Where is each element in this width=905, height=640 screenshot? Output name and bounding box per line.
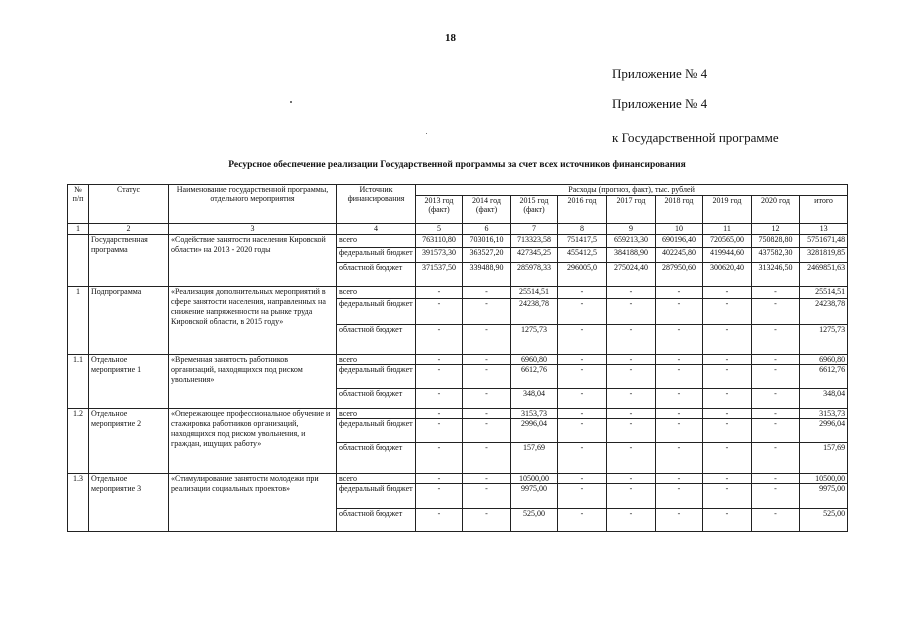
amount-cell: - [703, 474, 752, 484]
group-status: Отдельное мероприятие 3 [89, 474, 169, 532]
amount-cell: - [463, 365, 511, 389]
funding-source: федеральный бюджет [337, 365, 416, 389]
amount-cell: - [558, 389, 607, 409]
header-expenses: Расходы (прогноз, факт), тыс. рублей [416, 185, 848, 196]
header-source: Источник финансирования [337, 185, 416, 224]
amount-cell: - [463, 474, 511, 484]
table-row [68, 409, 848, 419]
amount-cell: - [656, 287, 703, 299]
amount-cell: - [752, 474, 800, 484]
total-cell: 2996,04 [800, 419, 848, 443]
amount-cell: - [703, 419, 752, 443]
amount-cell: - [607, 355, 656, 365]
amount-cell: - [607, 365, 656, 389]
amount-cell: - [752, 287, 800, 299]
total-cell: 25514,51 [800, 287, 848, 299]
amount-cell: - [703, 287, 752, 299]
amount-cell: 285978,33 [511, 263, 558, 287]
amount-cell: - [752, 443, 800, 474]
amount-cell: 3153,73 [511, 409, 558, 419]
amount-cell: - [416, 484, 463, 509]
amount-cell: - [656, 509, 703, 532]
amount-cell: - [656, 355, 703, 365]
amount-cell: - [607, 409, 656, 419]
header-year: 2013 год (факт) [416, 196, 463, 224]
amount-cell: - [463, 409, 511, 419]
amount-cell: 9975,00 [511, 484, 558, 509]
total-cell: 6612,76 [800, 365, 848, 389]
amount-cell: - [463, 287, 511, 299]
group-name: «Опережающее профессиональное обучение и стажировка работников организаций, находящихся под риском увольнения, и граждан, ищущих работу» [169, 409, 337, 474]
scan-speck [426, 133, 427, 134]
amount-cell: - [463, 299, 511, 325]
amount-cell: 1275,73 [511, 325, 558, 355]
appendix-line-1: Приложение № 4 [612, 66, 708, 81]
group-name: «Стимулирование занятости молодежи при реализации социальных проектов» [169, 474, 337, 532]
column-number: 5 [416, 224, 463, 235]
amount-cell: - [463, 419, 511, 443]
group-number: 1.3 [68, 474, 89, 532]
amount-cell: - [463, 443, 511, 474]
total-cell: 3153,73 [800, 409, 848, 419]
amount-cell: - [656, 365, 703, 389]
amount-cell: - [607, 443, 656, 474]
amount-cell: - [416, 299, 463, 325]
amount-cell: - [656, 443, 703, 474]
table-body [68, 235, 848, 532]
amount-cell: - [656, 299, 703, 325]
amount-cell: - [703, 509, 752, 532]
table-row [68, 355, 848, 365]
amount-cell: 287950,60 [656, 263, 703, 287]
header-num: № п/п [68, 185, 89, 224]
amount-cell: - [607, 325, 656, 355]
amount-cell: 10500,00 [511, 474, 558, 484]
amount-cell: 275024,40 [607, 263, 656, 287]
funding-source: всего [337, 409, 416, 419]
amount-cell: 720565,00 [703, 235, 752, 248]
amount-cell: - [752, 509, 800, 532]
amount-cell: 751417,5 [558, 235, 607, 248]
group-number: 1.1 [68, 355, 89, 409]
amount-cell: 419944,60 [703, 248, 752, 263]
amount-cell: - [703, 484, 752, 509]
group-status: Отдельное мероприятие 1 [89, 355, 169, 409]
amount-cell: - [607, 299, 656, 325]
amount-cell: 713323,58 [511, 235, 558, 248]
amount-cell: 296005,0 [558, 263, 607, 287]
amount-cell: - [752, 419, 800, 443]
amount-cell: 371537,50 [416, 263, 463, 287]
amount-cell: 384188,90 [607, 248, 656, 263]
header-year: 2016 год [558, 196, 607, 224]
funding-source: всего [337, 235, 416, 248]
column-number: 12 [752, 224, 800, 235]
appendix-line-3: к Государственной программе [612, 130, 779, 145]
amount-cell: - [607, 509, 656, 532]
total-cell: 2469851,63 [800, 263, 848, 287]
amount-cell: - [416, 509, 463, 532]
amount-cell: - [558, 419, 607, 443]
column-number: 2 [89, 224, 169, 235]
amount-cell: - [416, 325, 463, 355]
amount-cell: - [463, 325, 511, 355]
amount-cell: 455412,5 [558, 248, 607, 263]
amount-cell: - [752, 409, 800, 419]
amount-cell: - [558, 484, 607, 509]
amount-cell: - [558, 509, 607, 532]
amount-cell: 437582,30 [752, 248, 800, 263]
amount-cell: - [416, 419, 463, 443]
total-cell: 157,69 [800, 443, 848, 474]
table-row [68, 287, 848, 299]
amount-cell: 339488,90 [463, 263, 511, 287]
amount-cell: - [558, 299, 607, 325]
amount-cell: - [416, 389, 463, 409]
scan-speck [290, 101, 292, 103]
amount-cell: - [703, 299, 752, 325]
amount-cell: - [607, 419, 656, 443]
amount-cell: 525,00 [511, 509, 558, 532]
total-cell: 5751671,48 [800, 235, 848, 248]
header-total: итого [800, 196, 848, 224]
funding-source: всего [337, 474, 416, 484]
amount-cell: 750828,80 [752, 235, 800, 248]
amount-cell: - [463, 484, 511, 509]
funding-source: областной бюджет [337, 389, 416, 409]
amount-cell: - [607, 389, 656, 409]
amount-cell: - [558, 355, 607, 365]
total-cell: 6960,80 [800, 355, 848, 365]
funding-source: федеральный бюджет [337, 419, 416, 443]
funding-source: областной бюджет [337, 443, 416, 474]
amount-cell: - [558, 443, 607, 474]
amount-cell: - [607, 287, 656, 299]
table-row [68, 235, 848, 248]
amount-cell: 363527,20 [463, 248, 511, 263]
amount-cell: - [703, 409, 752, 419]
amount-cell: 24238,78 [511, 299, 558, 325]
amount-cell: 157,69 [511, 443, 558, 474]
amount-cell: - [656, 419, 703, 443]
header-year: 2014 год (факт) [463, 196, 511, 224]
amount-cell: - [558, 287, 607, 299]
amount-cell: - [703, 389, 752, 409]
column-number: 8 [558, 224, 607, 235]
amount-cell: 300620,40 [703, 263, 752, 287]
amount-cell: - [752, 299, 800, 325]
amount-cell: 313246,50 [752, 263, 800, 287]
header-status: Статус [89, 185, 169, 224]
total-cell: 24238,78 [800, 299, 848, 325]
funding-source: федеральный бюджет [337, 484, 416, 509]
amount-cell: 6612,76 [511, 365, 558, 389]
group-number: 1.2 [68, 409, 89, 474]
amount-cell: - [416, 365, 463, 389]
amount-cell: - [752, 325, 800, 355]
total-cell: 10500,00 [800, 474, 848, 484]
header-year: 2017 год [607, 196, 656, 224]
funding-source: всего [337, 355, 416, 365]
column-number: 1 [68, 224, 89, 235]
group-number [68, 235, 89, 287]
amount-cell: - [752, 365, 800, 389]
header-year: 2018 год [656, 196, 703, 224]
column-number: 3 [169, 224, 337, 235]
amount-cell: - [656, 484, 703, 509]
column-number: 4 [337, 224, 416, 235]
total-cell: 1275,73 [800, 325, 848, 355]
appendix-line-2: Приложение № 4 [612, 96, 708, 111]
amount-cell: - [656, 389, 703, 409]
amount-cell: - [463, 509, 511, 532]
group-number: 1 [68, 287, 89, 355]
amount-cell: - [558, 409, 607, 419]
document-title: Ресурсное обеспечение реализации Государственной программы за счет всех источников финансирования [228, 160, 686, 170]
amount-cell: - [703, 355, 752, 365]
amount-cell: 659213,30 [607, 235, 656, 248]
header-year: 2019 год [703, 196, 752, 224]
group-status: Подпрограмма [89, 287, 169, 355]
amount-cell: 6960,80 [511, 355, 558, 365]
amount-cell: - [752, 355, 800, 365]
amount-cell: 2996,04 [511, 419, 558, 443]
amount-cell: 348,04 [511, 389, 558, 409]
column-number: 7 [511, 224, 558, 235]
column-numbers-row [68, 224, 848, 235]
amount-cell: - [752, 389, 800, 409]
funding-source: областной бюджет [337, 509, 416, 532]
table-row [68, 474, 848, 484]
funding-source: областной бюджет [337, 263, 416, 287]
amount-cell: - [703, 365, 752, 389]
amount-cell: 427345,25 [511, 248, 558, 263]
amount-cell: - [463, 389, 511, 409]
amount-cell: - [703, 443, 752, 474]
amount-cell: - [607, 484, 656, 509]
amount-cell: - [558, 365, 607, 389]
total-cell: 3281819,85 [800, 248, 848, 263]
table-header [68, 185, 848, 235]
amount-cell: - [416, 287, 463, 299]
group-status: Государственная программа [89, 235, 169, 287]
amount-cell: 763110,80 [416, 235, 463, 248]
column-number: 13 [800, 224, 848, 235]
amount-cell: - [656, 325, 703, 355]
column-number: 6 [463, 224, 511, 235]
amount-cell: - [558, 325, 607, 355]
total-cell: 525,00 [800, 509, 848, 532]
header-name: Наименование государственной программы, отдельного мероприятия [169, 185, 337, 224]
amount-cell: - [416, 474, 463, 484]
amount-cell: - [656, 409, 703, 419]
column-number: 11 [703, 224, 752, 235]
amount-cell: 402245,80 [656, 248, 703, 263]
page-number: 18 [445, 32, 456, 44]
group-status: Отдельное мероприятие 2 [89, 409, 169, 474]
funding-source: федеральный бюджет [337, 299, 416, 325]
amount-cell: - [558, 474, 607, 484]
group-name: «Временная занятость работников организаций, находящихся под риском увольнения» [169, 355, 337, 409]
amount-cell: - [463, 355, 511, 365]
amount-cell: 25514,51 [511, 287, 558, 299]
amount-cell: - [752, 484, 800, 509]
amount-cell: - [416, 355, 463, 365]
group-name: «Содействие занятости населения Кировской области» на 2013 - 2020 годы [169, 235, 337, 287]
group-name: «Реализация дополнительных мероприятий в сфере занятости населения, направленных на снижение напряженности на рынке труда Кировской области, в 2015 году» [169, 287, 337, 355]
header-year: 2015 год (факт) [511, 196, 558, 224]
financing-table [67, 184, 848, 532]
amount-cell: - [416, 443, 463, 474]
header-year: 2020 год [752, 196, 800, 224]
amount-cell: - [703, 325, 752, 355]
column-number: 9 [607, 224, 656, 235]
amount-cell: 391573,30 [416, 248, 463, 263]
total-cell: 9975,00 [800, 484, 848, 509]
amount-cell: - [416, 409, 463, 419]
amount-cell: - [607, 474, 656, 484]
funding-source: всего [337, 287, 416, 299]
funding-source: областной бюджет [337, 325, 416, 355]
amount-cell: 690196,40 [656, 235, 703, 248]
amount-cell: - [656, 474, 703, 484]
amount-cell: 703016,10 [463, 235, 511, 248]
column-number: 10 [656, 224, 703, 235]
total-cell: 348,04 [800, 389, 848, 409]
funding-source: федеральный бюджет [337, 248, 416, 263]
